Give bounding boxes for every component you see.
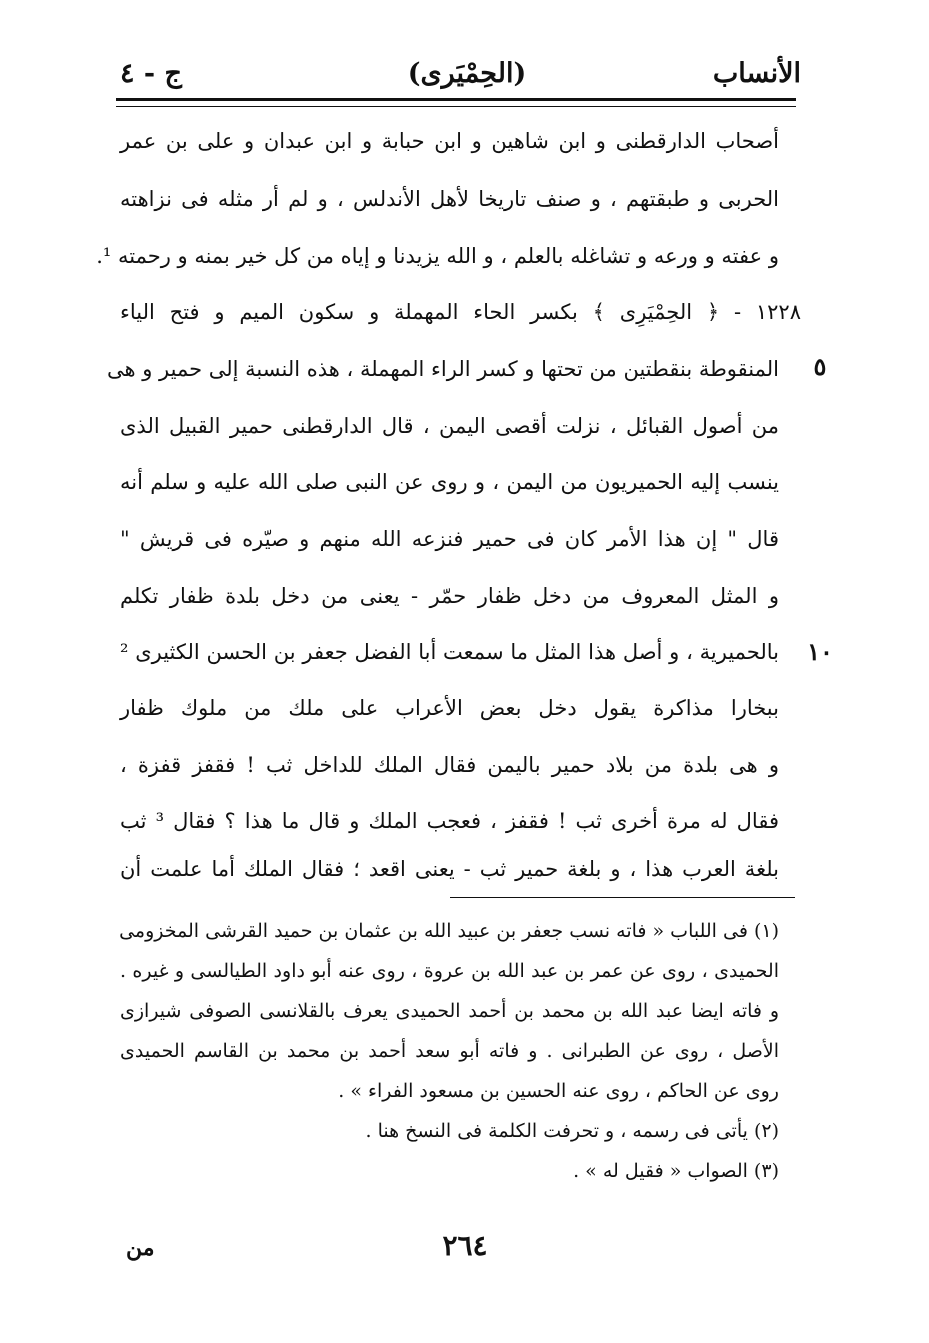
text-line: و المثل المعروف من دخل ظفار حمّر - يعنى من دخل بلدة ظفار تكلم bbox=[120, 584, 779, 608]
footnote-line: (٢) يأتى فى رسمه ، و تحرفت الكلمة فى النسخ هنا . bbox=[365, 1120, 779, 1142]
text-line: و هى بلدة من بلاد حمير باليمن فقال الملك للداخل ثب ! فقفز قفزة ، bbox=[120, 753, 779, 777]
header-rule-thin bbox=[116, 106, 796, 107]
footnote-line: (١) فى اللباب « فاته نسب جعفر بن عبيد الله بن عثمان بن حميد القرشى المخزومى bbox=[119, 920, 779, 942]
header-rule-thick bbox=[116, 98, 796, 101]
catchword: من bbox=[126, 1235, 155, 1261]
line-marker-10: ١٠ bbox=[807, 637, 833, 666]
text-line: المنقوطة بنقطتين من تحتها و كسر الراء المهملة ، هذه النسبة إلى حمير و هى bbox=[106, 357, 779, 381]
footnote-line: الأصل ، روى عن الطبرانى . و فاته أبو سعد أحمد بن محمد بن القاسم الحميدى bbox=[120, 1040, 779, 1062]
line-marker-5: ٥ bbox=[813, 352, 827, 381]
text-line: بلغة العرب هذا ، و بلغة حمير ثب - يعنى اقعد ؛ فقال الملك أما علمت أن bbox=[120, 857, 779, 881]
footnote-line: (٣) الصواب « فقيل له » . bbox=[573, 1160, 779, 1182]
text-line: فقال له مرة أخرى ثب ! فقفز ، فعجب الملك و قال ما هذا ؟ فقال ³ ثب bbox=[120, 809, 779, 833]
running-title: الأنساب bbox=[712, 58, 801, 89]
text-line: قال " إن هذا الأمر كان فى حمير فنزعه الله منهم و صيّره فى قريش " bbox=[120, 527, 779, 551]
text-line: بالحميرية ، و أصل هذا المثل ما سمعت أبا الفضل جعفر بن الحسن الكثيرى ² bbox=[120, 640, 779, 664]
entry-start-line: ١٢٢٨ - ﴿ الحِمْيَرِى ﴾ بكسر الحاء المهملة و سكون الميم و فتح الياء bbox=[120, 300, 801, 324]
text-line: أصحاب الدارقطنى و ابن شاهين و ابن حبابة و ابن عبدان و على بن عمر bbox=[120, 129, 779, 153]
text-line: و عفته و ورعه و تشاغله بالعلم ، و الله يزيدنا و إياه من كل خير بمنه و رحمته ¹. bbox=[96, 244, 779, 268]
text-line: ينسب إليه الحميريون من اليمن ، و روى عن النبى صلى الله عليه و سلم أنه bbox=[120, 470, 779, 494]
footnote-line: روى عن الحاكم ، روى عنه الحسين بن مسعود الفراء » . bbox=[338, 1080, 779, 1102]
text-line: من أصول القبائل ، نزلت أقصى اليمن ، قال الدارقطنى حمير القبيل الذى bbox=[120, 414, 779, 438]
entry-heading: (الحِمْيَرى) bbox=[407, 58, 527, 89]
text-line: الحربى و طبقتهم ، و صنف تاريخا لأهل الأندلس ، و لم أر مثله فى نزاهته bbox=[120, 187, 779, 211]
footnote-rule bbox=[450, 897, 795, 898]
footnote-line: الحميدى ، روى عن عمر بن عبد الله بن عروة ، روى عنه أبو داود الطيالسى و غيره . bbox=[120, 960, 779, 982]
page-number: ٢٦٤ bbox=[442, 1229, 488, 1262]
volume-label: ج - ٤ bbox=[120, 58, 182, 89]
footnote-line: و فاته ايضا عبد الله بن محمد بن أحمد الحميدى يعرف بالقلانسى الصوفى شيرازى bbox=[120, 1000, 779, 1022]
text-line: ببخارا مذاكرة يقول دخل بعض الأعراب على ملك من ملوك ظفار bbox=[120, 696, 779, 720]
